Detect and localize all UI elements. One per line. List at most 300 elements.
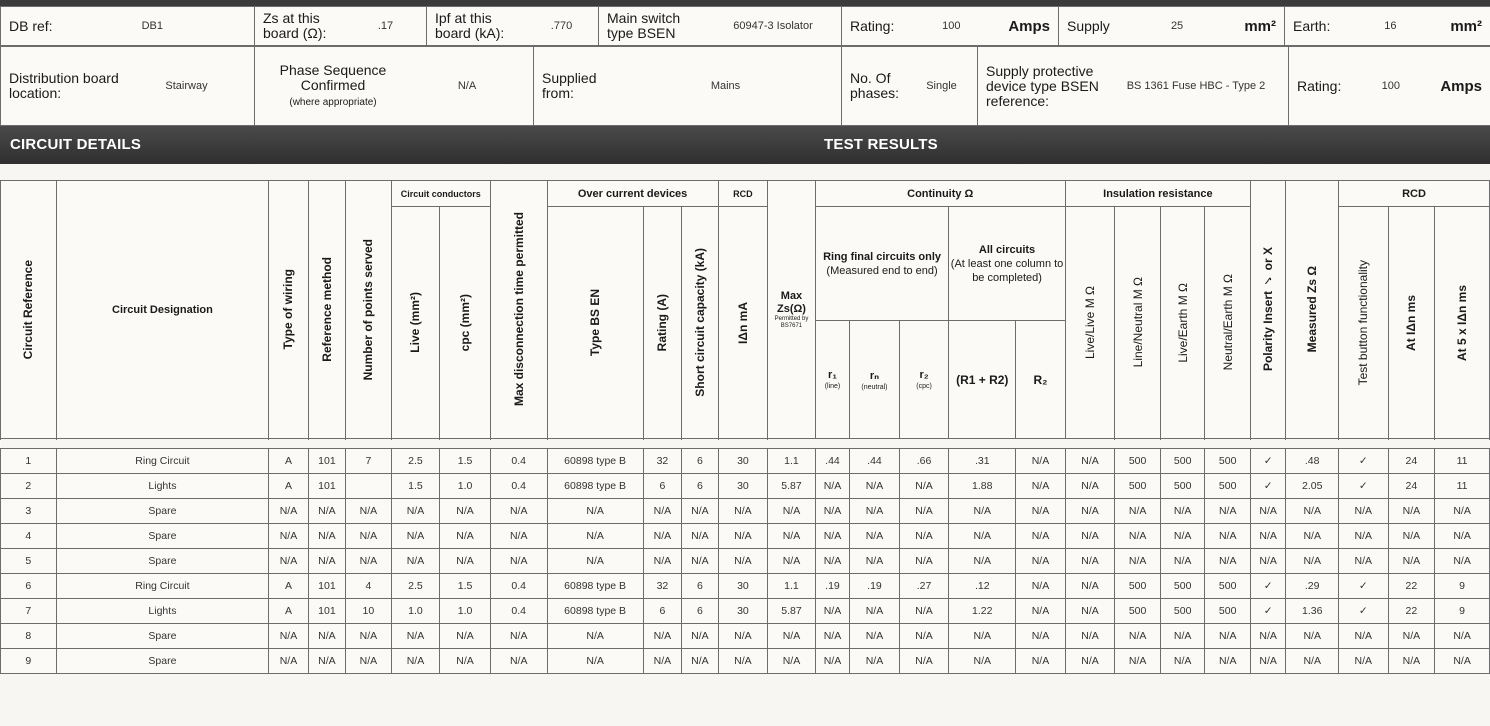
cell-idn[interactable]: 30 [718,574,768,599]
cell-atidn[interactable]: N/A [1388,649,1435,674]
cell-r1[interactable]: N/A [815,599,849,624]
cell-live[interactable]: N/A [391,499,440,524]
cell-idn[interactable]: N/A [718,624,768,649]
cell-neutralearth[interactable]: N/A [1205,624,1251,649]
cell-ref[interactable]: 6 [1,574,57,599]
cell-zs[interactable]: N/A [1286,624,1339,649]
cell-points[interactable]: N/A [346,524,392,549]
rating2-value[interactable]: 100 [1381,80,1401,92]
cell-r2[interactable]: N/A [899,549,949,574]
th-max-disconnection: Max disconnection time permitted [490,181,547,439]
cell-rating[interactable]: 6 [643,474,681,499]
cell-r1r2[interactable]: N/A [949,624,1016,649]
cell-r1[interactable]: .44 [815,449,849,474]
th-live-live: Live/Live M Ω [1065,207,1115,439]
cell-r2[interactable]: N/A [899,624,949,649]
cell-lineneutral[interactable]: 500 [1115,574,1161,599]
cell-sc[interactable]: 6 [682,599,718,624]
cell-designation[interactable]: Spare [56,549,269,574]
cell-r2[interactable]: N/A [899,524,949,549]
supplied-value[interactable]: Mains [710,80,741,92]
cell-type[interactable]: 60898 type B [547,449,643,474]
cell-atidn[interactable]: 22 [1388,599,1435,624]
phases-label: No. Of phases: [850,70,900,101]
cell-neutralearth[interactable]: 500 [1205,449,1251,474]
cell-rating[interactable]: 32 [643,449,681,474]
cell-zs[interactable]: N/A [1286,499,1339,524]
cell-lineneutral[interactable]: N/A [1115,649,1161,674]
cell-rating[interactable]: N/A [643,499,681,524]
cell-type[interactable]: N/A [547,499,643,524]
cell-at5x[interactable]: N/A [1435,499,1490,524]
cell-r1r2[interactable]: .31 [949,449,1016,474]
cell-r1r2[interactable]: .12 [949,574,1016,599]
cell-polarity[interactable]: N/A [1250,549,1285,574]
cell-neutralearth[interactable]: 500 [1205,574,1251,599]
cell-wiring[interactable]: A [269,449,308,474]
cell-cpc[interactable]: 1.0 [440,474,491,499]
th-over-current-devices: Over current devices [547,181,718,207]
cell-zs[interactable]: N/A [1286,549,1339,574]
cell-polarity[interactable]: N/A [1250,524,1285,549]
cell-wiring[interactable]: A [269,474,308,499]
cell-at5x[interactable]: N/A [1435,649,1490,674]
cell-points[interactable]: N/A [346,499,392,524]
cell-R2[interactable]: N/A [1016,499,1066,524]
cell-type[interactable]: N/A [547,524,643,549]
cell-live[interactable]: N/A [391,649,440,674]
spd-label: Supply protective device type BSEN reference: [986,62,1099,109]
cell-zs[interactable]: .48 [1286,449,1339,474]
cell-idn[interactable]: 30 [718,449,768,474]
cell-cpc[interactable]: N/A [440,549,491,574]
cell-zs[interactable]: 2.05 [1286,474,1339,499]
cell-r2[interactable]: N/A [899,499,949,524]
rating-value[interactable]: 100 [942,20,961,32]
cell-rn[interactable]: .44 [850,449,900,474]
cell-ref[interactable]: 4 [1,524,57,549]
cell-designation[interactable]: Spare [56,649,269,674]
cell-testbtn[interactable]: ✓ [1339,599,1389,624]
db-ref-label: DB ref: [9,17,53,34]
db-ref-value[interactable]: DB1 [141,20,163,32]
cell-r1[interactable]: N/A [815,624,849,649]
cell-ref[interactable]: 8 [1,624,57,649]
cell-R2[interactable]: N/A [1016,599,1066,624]
cell-zs[interactable]: N/A [1286,524,1339,549]
cell-type[interactable]: N/A [547,624,643,649]
cell-designation[interactable]: Spare [56,524,269,549]
cell-livelive[interactable]: N/A [1065,474,1115,499]
cell-idn[interactable]: 30 [718,599,768,624]
cell-rn[interactable]: N/A [850,474,900,499]
cell-rn[interactable]: N/A [850,649,900,674]
cell-rating[interactable]: N/A [643,624,681,649]
cell-R2[interactable]: N/A [1016,574,1066,599]
location-cell [1,47,255,126]
cell-maxzs[interactable]: N/A [768,499,816,524]
cell-liveearth[interactable]: N/A [1160,499,1205,524]
cell-neutralearth[interactable]: N/A [1205,549,1251,574]
cell-livelive[interactable]: N/A [1065,624,1115,649]
earth-label: Earth: [1293,17,1331,34]
circuit-table [0,180,1490,674]
cell-wiring[interactable]: N/A [269,649,308,674]
cell-lineneutral[interactable]: 500 [1115,449,1161,474]
cell-polarity[interactable]: ✓ [1250,474,1285,499]
cell-maxzs[interactable]: 1.1 [768,574,816,599]
circuit-row [1,574,1490,599]
cell-type[interactable]: N/A [547,549,643,574]
location-value[interactable]: Stairway [165,80,208,92]
cell-points[interactable]: 10 [346,599,392,624]
cell-r2[interactable]: N/A [899,474,949,499]
cell-rating[interactable]: 6 [643,599,681,624]
cell-designation[interactable]: Spare [56,624,269,649]
cell-idn[interactable]: 30 [718,474,768,499]
cell-rating[interactable]: 32 [643,574,681,599]
cell-R2[interactable]: N/A [1016,549,1066,574]
th-type-bs-en: Type BS EN [547,207,643,439]
cell-cpc[interactable]: N/A [440,499,491,524]
earth-unit: mm² [1450,17,1482,35]
circuit-row [1,499,1490,524]
cell-r2[interactable]: .27 [899,574,949,599]
cell-testbtn[interactable]: N/A [1339,524,1389,549]
cell-wiring[interactable]: A [269,599,308,624]
cell-maxdisc[interactable]: N/A [490,549,547,574]
cell-wiring[interactable]: A [269,574,308,599]
cell-r1[interactable]: N/A [815,524,849,549]
cell-method[interactable]: N/A [308,624,345,649]
cell-ref[interactable]: 7 [1,599,57,624]
th-r2-all: R₂ [1016,321,1066,439]
cell-ref[interactable]: 5 [1,549,57,574]
circuit-row [1,624,1490,649]
cell-rn[interactable]: N/A [850,499,900,524]
cell-method[interactable]: 101 [308,574,345,599]
cell-cpc[interactable]: N/A [440,649,491,674]
cell-sc[interactable]: N/A [682,524,718,549]
cell-r1[interactable]: .19 [815,574,849,599]
th-at-5x: At 5 x IΔn ms [1435,207,1490,439]
cell-points[interactable]: 7 [346,449,392,474]
th-circuit-reference: Circuit Reference [1,181,57,439]
cell-testbtn[interactable]: ✓ [1339,474,1389,499]
supplied-cell [534,47,842,126]
cell-lineneutral[interactable]: N/A [1115,549,1161,574]
cell-testbtn[interactable]: ✓ [1339,574,1389,599]
cell-points[interactable]: N/A [346,649,392,674]
cell-designation[interactable]: Spare [56,499,269,524]
cell-type[interactable]: 60898 type B [547,474,643,499]
spd-value[interactable]: BS 1361 Fuse HBC - Type 2 [1126,80,1266,92]
cell-atidn[interactable]: N/A [1388,549,1435,574]
rating-cell [842,7,1059,46]
cell-r1[interactable]: N/A [815,649,849,674]
cell-lineneutral[interactable]: N/A [1115,499,1161,524]
cell-rating[interactable]: N/A [643,524,681,549]
cell-maxdisc[interactable]: N/A [490,524,547,549]
th-reference-method: Reference method [308,181,345,439]
cell-lineneutral[interactable]: 500 [1115,474,1161,499]
cell-rn[interactable]: N/A [850,624,900,649]
cell-method[interactable]: 101 [308,449,345,474]
cell-neutralearth[interactable]: N/A [1205,524,1251,549]
th-points-served: Number of points served [346,181,392,439]
cell-zs[interactable]: 1.36 [1286,599,1339,624]
cell-idn[interactable]: N/A [718,549,768,574]
cell-at5x[interactable]: N/A [1435,549,1490,574]
cell-cpc[interactable]: 1.0 [440,599,491,624]
cell-maxzs[interactable]: N/A [768,549,816,574]
cell-polarity[interactable]: ✓ [1250,574,1285,599]
th-ring-final: Ring final circuits only (Measured end to end) [815,207,949,321]
cell-polarity[interactable]: ✓ [1250,599,1285,624]
cell-live[interactable]: 2.5 [391,449,440,474]
cell-at5x[interactable]: 11 [1435,449,1490,474]
cell-R2[interactable]: N/A [1016,449,1066,474]
cell-at5x[interactable]: 11 [1435,474,1490,499]
cell-liveearth[interactable]: N/A [1160,649,1205,674]
earth-cell [1285,7,1490,46]
cell-cpc[interactable]: N/A [440,624,491,649]
cell-designation[interactable]: Ring Circuit [56,574,269,599]
cell-points[interactable]: 4 [346,574,392,599]
cell-maxdisc[interactable]: 0.4 [490,574,547,599]
cell-type[interactable]: N/A [547,649,643,674]
cell-points[interactable]: N/A [346,624,392,649]
cell-liveearth[interactable]: N/A [1160,524,1205,549]
cell-maxdisc[interactable]: N/A [490,624,547,649]
cell-neutralearth[interactable]: 500 [1205,474,1251,499]
cell-maxdisc[interactable]: 0.4 [490,474,547,499]
cell-polarity[interactable]: N/A [1250,624,1285,649]
cell-live[interactable]: N/A [391,549,440,574]
th-max-zs: Max Zs(Ω) Permitted by BS7671 [768,181,816,439]
cell-livelive[interactable]: N/A [1065,574,1115,599]
cell-maxzs[interactable]: 1.1 [768,449,816,474]
cell-maxdisc[interactable]: N/A [490,499,547,524]
cell-sc[interactable]: 6 [682,574,718,599]
cell-designation[interactable]: Lights [56,599,269,624]
cell-zs[interactable]: N/A [1286,649,1339,674]
cell-R2[interactable]: N/A [1016,624,1066,649]
cell-livelive[interactable]: N/A [1065,649,1115,674]
cell-testbtn[interactable]: N/A [1339,499,1389,524]
phases-value[interactable]: Single [926,80,957,92]
cell-livelive[interactable]: N/A [1065,599,1115,624]
cell-type[interactable]: 60898 type B [547,574,643,599]
cell-sc[interactable]: 6 [682,449,718,474]
cell-R2[interactable]: N/A [1016,474,1066,499]
cell-live[interactable]: N/A [391,624,440,649]
cell-r1[interactable]: N/A [815,549,849,574]
cell-atidn[interactable]: N/A [1388,499,1435,524]
cell-sc[interactable]: N/A [682,624,718,649]
cell-rn[interactable]: N/A [850,599,900,624]
th-continuity: Continuity Ω [815,181,1065,207]
cell-r1r2[interactable]: N/A [949,649,1016,674]
cell-r1r2[interactable]: N/A [949,549,1016,574]
th-rn: rₙ (neutral) [850,321,900,439]
cell-rn[interactable]: N/A [850,524,900,549]
cell-ref[interactable]: 1 [1,449,57,474]
cell-at5x[interactable]: N/A [1435,624,1490,649]
cell-maxdisc[interactable]: 0.4 [490,449,547,474]
cell-wiring[interactable]: N/A [269,524,308,549]
cell-neutralearth[interactable]: N/A [1205,499,1251,524]
cell-zs[interactable]: .29 [1286,574,1339,599]
cell-testbtn[interactable]: N/A [1339,649,1389,674]
db-ref-cell [1,7,255,46]
cell-lineneutral[interactable]: N/A [1115,524,1161,549]
cell-r1[interactable]: N/A [815,499,849,524]
th-live-earth: Live/Earth M Ω [1160,207,1205,439]
cell-points[interactable] [346,474,392,499]
cell-atidn[interactable]: 22 [1388,574,1435,599]
cell-R2[interactable]: N/A [1016,524,1066,549]
cell-testbtn[interactable]: ✓ [1339,449,1389,474]
cell-liveearth[interactable]: 500 [1160,474,1205,499]
cell-sc[interactable]: 6 [682,474,718,499]
th-line-neutral: Line/Neutral M Ω [1115,207,1161,439]
cell-ref[interactable]: 2 [1,474,57,499]
th-neutral-earth: Neutral/Earth M Ω [1205,207,1251,439]
cell-atidn[interactable]: N/A [1388,624,1435,649]
cell-lineneutral[interactable]: N/A [1115,624,1161,649]
supply-cell [1059,7,1285,46]
cell-ref[interactable]: 3 [1,499,57,524]
cell-at5x[interactable]: 9 [1435,599,1490,624]
ipf-label: Ipf at this board (kA): [435,10,505,41]
zs-label: Zs at this board (Ω): [263,10,327,41]
cell-liveearth[interactable]: 500 [1160,599,1205,624]
cell-method[interactable]: N/A [308,649,345,674]
cell-atidn[interactable]: 24 [1388,449,1435,474]
cell-wiring[interactable]: N/A [269,624,308,649]
cell-maxzs[interactable]: N/A [768,524,816,549]
cell-idn[interactable]: N/A [718,649,768,674]
cell-livelive[interactable]: N/A [1065,499,1115,524]
main-switch-value[interactable]: 60947-3 Isolator [733,20,813,32]
cell-idn[interactable]: N/A [718,524,768,549]
zs-value[interactable]: .17 [377,20,394,32]
cell-testbtn[interactable]: N/A [1339,624,1389,649]
cell-polarity[interactable]: N/A [1250,649,1285,674]
cell-sc[interactable]: N/A [682,549,718,574]
cell-polarity[interactable]: ✓ [1250,449,1285,474]
cell-livelive[interactable]: N/A [1065,549,1115,574]
cell-R2[interactable]: N/A [1016,649,1066,674]
cell-live[interactable]: 2.5 [391,574,440,599]
cell-r1r2[interactable]: 1.88 [949,474,1016,499]
supply-value[interactable]: 25 [1170,20,1184,32]
cell-liveearth[interactable]: N/A [1160,549,1205,574]
cell-rn[interactable]: N/A [850,549,900,574]
cell-at5x[interactable]: N/A [1435,524,1490,549]
th-test-button: Test button functionality [1339,207,1389,439]
rating2-cell [1289,47,1490,126]
cell-at5x[interactable]: 9 [1435,574,1490,599]
cell-wiring[interactable]: N/A [269,499,308,524]
phase-note: (where appropriate) [289,96,377,108]
cell-liveearth[interactable]: N/A [1160,624,1205,649]
cell-maxzs[interactable]: 5.87 [768,474,816,499]
cell-method[interactable]: N/A [308,499,345,524]
cell-atidn[interactable]: 24 [1388,474,1435,499]
cell-liveearth[interactable]: 500 [1160,449,1205,474]
cell-cpc[interactable]: 1.5 [440,449,491,474]
cell-live[interactable]: 1.0 [391,599,440,624]
cell-points[interactable]: N/A [346,549,392,574]
cell-neutralearth[interactable]: 500 [1205,599,1251,624]
board-info-row-1 [0,6,1490,46]
cell-method[interactable]: 101 [308,599,345,624]
th-insulation: Insulation resistance [1065,181,1250,207]
cell-idn[interactable]: N/A [718,499,768,524]
cell-r1[interactable]: N/A [815,474,849,499]
cell-r1r2[interactable]: N/A [949,499,1016,524]
cell-designation[interactable]: Ring Circuit [56,449,269,474]
ipf-value[interactable]: .770 [550,20,573,32]
cell-method[interactable]: N/A [308,549,345,574]
cell-designation[interactable]: Lights [56,474,269,499]
cell-maxzs[interactable]: 5.87 [768,599,816,624]
th-cpc: cpc (mm²) [440,207,491,439]
cell-cpc[interactable]: N/A [440,524,491,549]
cell-sc[interactable]: N/A [682,649,718,674]
cell-wiring[interactable]: N/A [269,549,308,574]
cell-cpc[interactable]: 1.5 [440,574,491,599]
th-circuit-designation: Circuit Designation [56,181,269,439]
cell-ref[interactable]: 9 [1,649,57,674]
cell-method[interactable]: N/A [308,524,345,549]
phase-value[interactable]: N/A [457,80,477,92]
cell-rn[interactable]: .19 [850,574,900,599]
cell-liveearth[interactable]: 500 [1160,574,1205,599]
cell-rating[interactable]: N/A [643,549,681,574]
th-r2: r₂ (cpc) [899,321,949,439]
cell-r2[interactable]: N/A [899,649,949,674]
cell-testbtn[interactable]: N/A [1339,549,1389,574]
cell-polarity[interactable]: N/A [1250,499,1285,524]
cell-atidn[interactable]: N/A [1388,524,1435,549]
cell-livelive[interactable]: N/A [1065,524,1115,549]
cell-live[interactable]: N/A [391,524,440,549]
cell-r1r2[interactable]: N/A [949,524,1016,549]
th-idn-ma: IΔn mA [718,207,768,439]
rating-unit: Amps [1008,17,1050,35]
cell-maxdisc[interactable]: 0.4 [490,599,547,624]
cell-method[interactable]: 101 [308,474,345,499]
cell-lineneutral[interactable]: 500 [1115,599,1161,624]
cell-r2[interactable]: N/A [899,599,949,624]
earth-value[interactable]: 16 [1384,20,1397,32]
cell-maxzs[interactable]: N/A [768,649,816,674]
cell-rating[interactable]: N/A [643,649,681,674]
cell-r1r2[interactable]: 1.22 [949,599,1016,624]
cell-maxdisc[interactable]: N/A [490,649,547,674]
cell-r2[interactable]: .66 [899,449,949,474]
cell-neutralearth[interactable]: N/A [1205,649,1251,674]
cell-maxzs[interactable]: N/A [768,624,816,649]
cell-sc[interactable]: N/A [682,499,718,524]
cell-live[interactable]: 1.5 [391,474,440,499]
cell-livelive[interactable]: N/A [1065,449,1115,474]
supplied-label: Supplied from: [542,70,597,101]
cell-type[interactable]: 60898 type B [547,599,643,624]
